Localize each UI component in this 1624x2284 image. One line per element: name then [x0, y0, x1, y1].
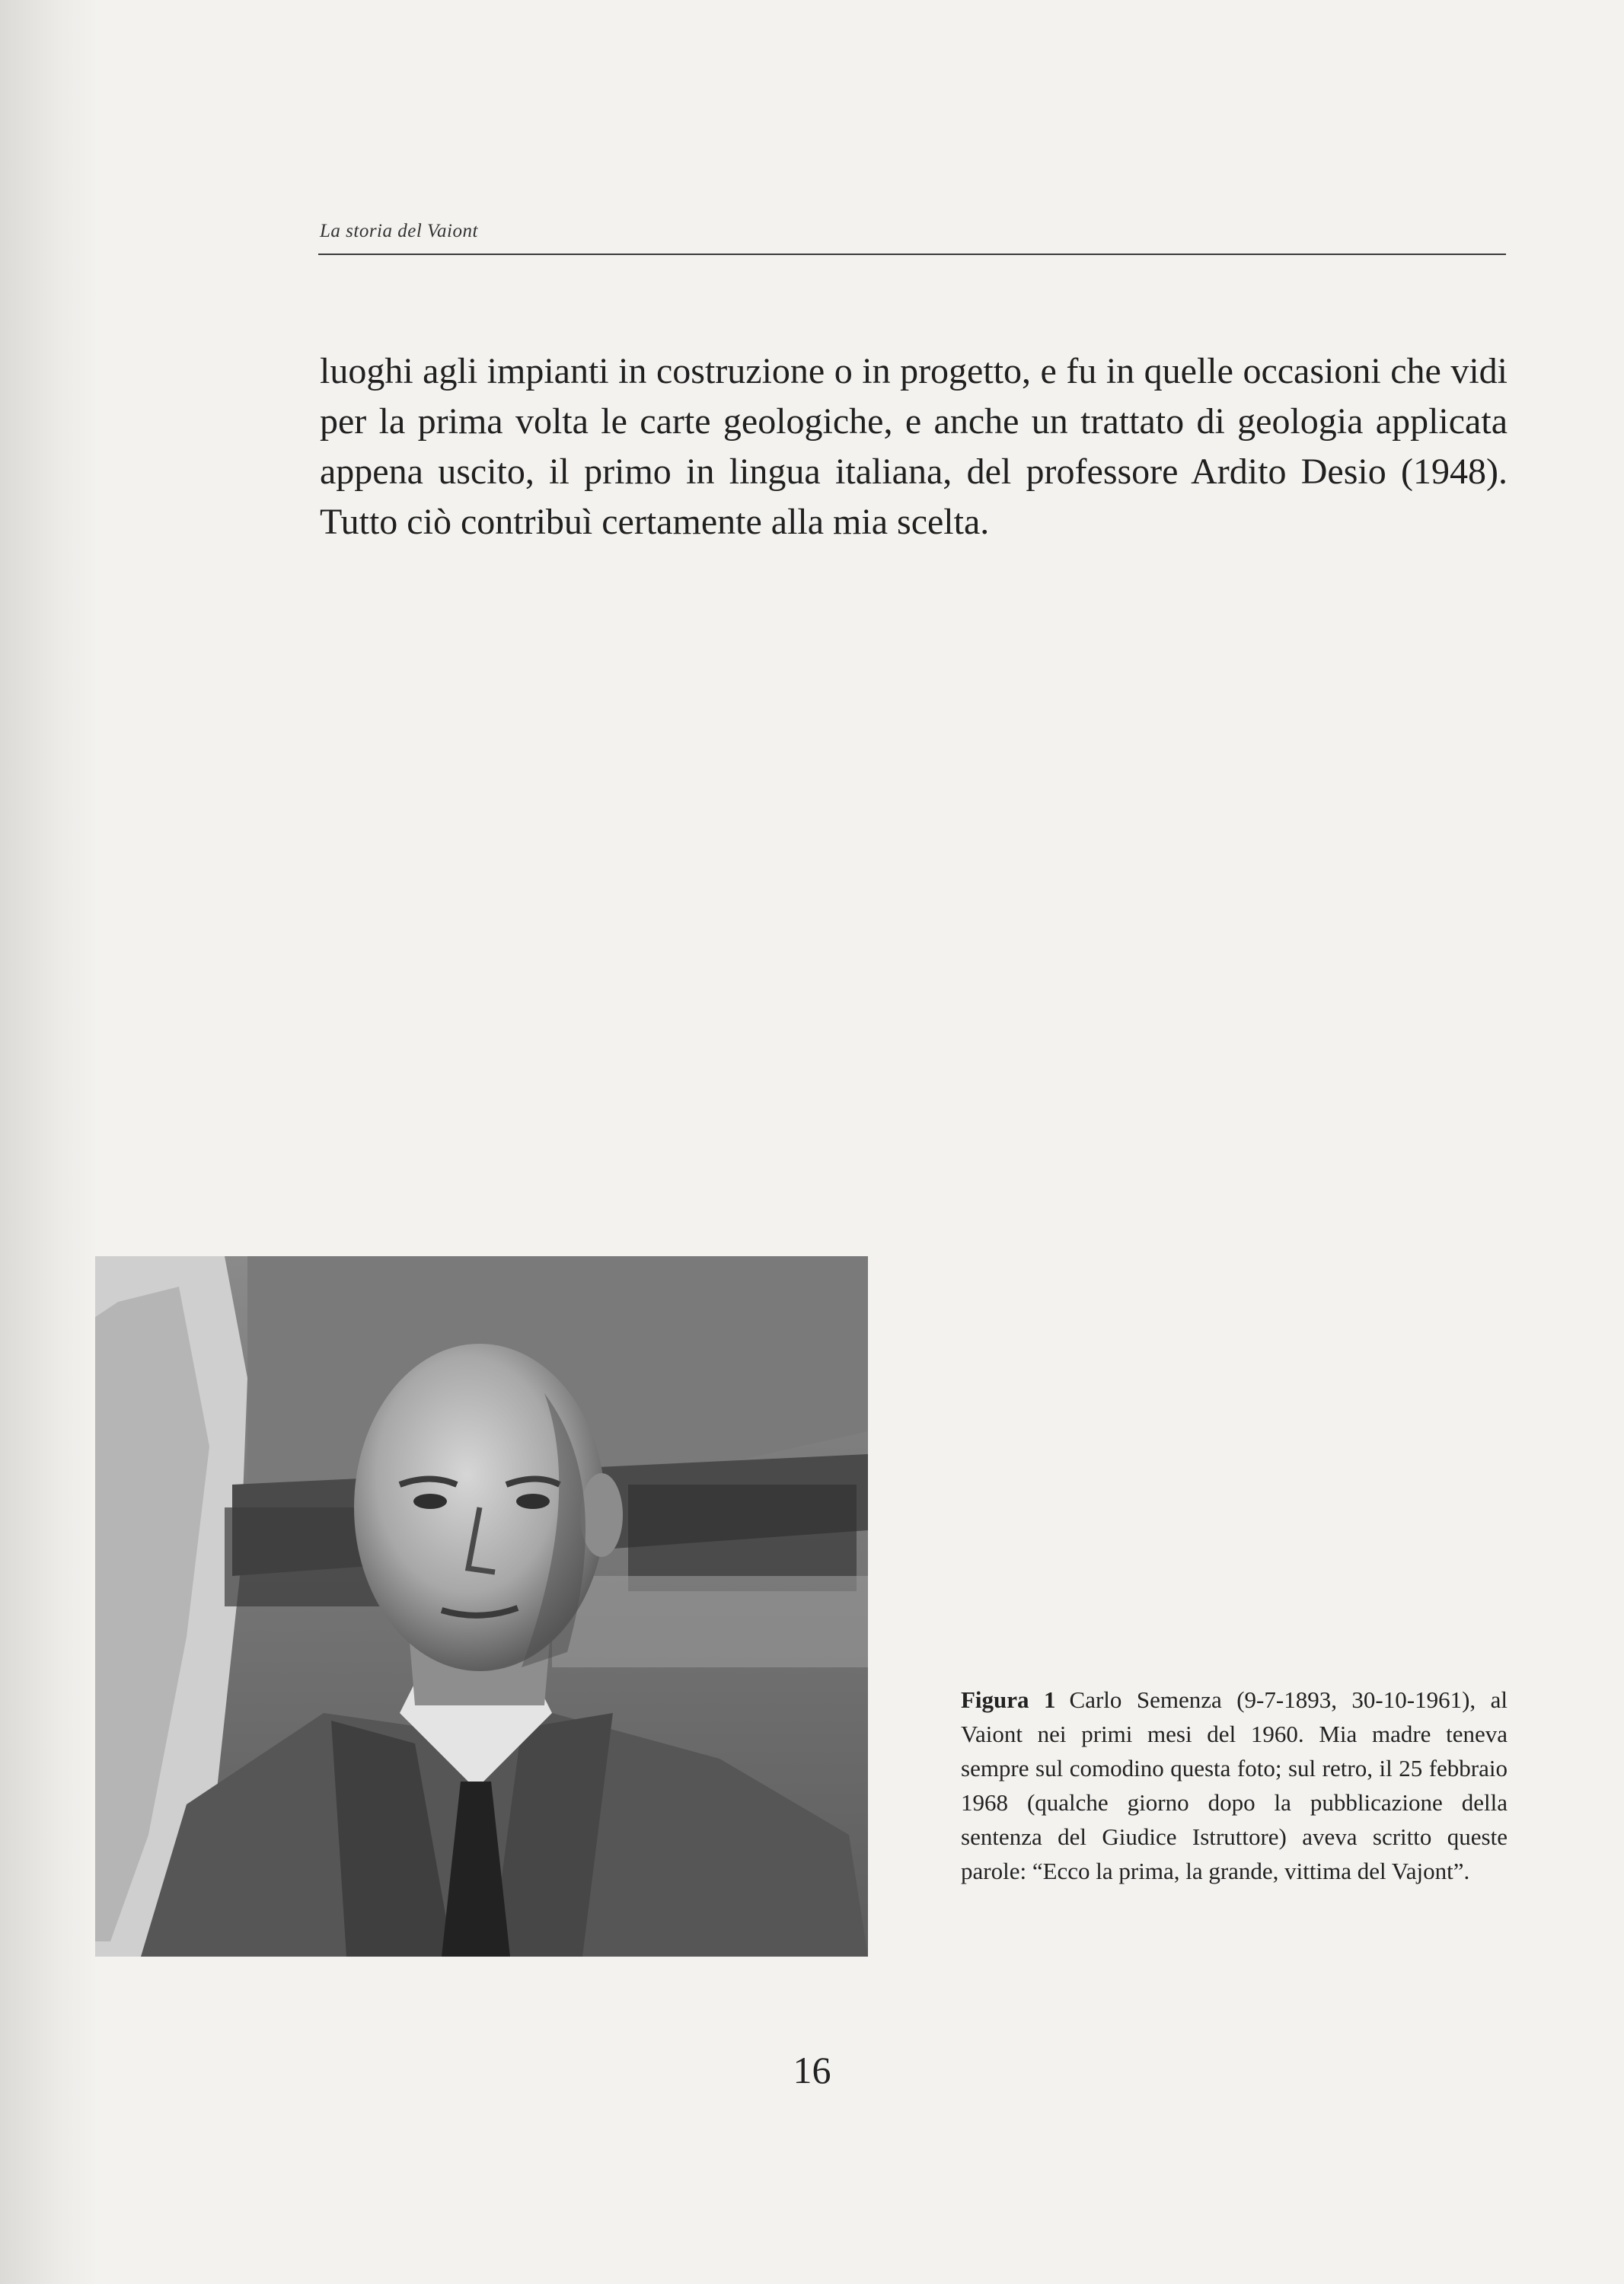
- portrait-photo: [95, 1256, 868, 1957]
- figure-label: Figura 1: [961, 1686, 1056, 1713]
- body-text: [320, 346, 1508, 547]
- page-number: 16: [793, 2049, 831, 2091]
- figure-caption-text: Carlo Semenza (9-7-1893, 30-10-1961), al Vaiont nei primi mesi del 1960. Mia madre teneva sempre sul comodino questa foto; sul retro, il 25 febbraio 1968 (qualche giorno dopo la pubblicazione della sentenza del Giudice Istruttore) aveva scritto queste parole: “Ecco la prima, la grande, vittima del Vajont”.: [961, 1686, 1508, 1884]
- header-rule: [318, 254, 1506, 255]
- page-gutter-shadow: [0, 0, 99, 2284]
- running-header: La storia del Vaiont: [320, 221, 478, 241]
- figure-caption: [961, 1683, 1508, 1888]
- body-paragraph: luoghi agli impianti in costruzione o in progetto, e fu in quelle occasioni che vidi per la prima volta le carte geologiche, e anche un trattato di geologia applicata appena uscito, il primo in lingua italiana, del professore Ardito Desio (1948). Tutto ciò contribuì certamente alla mia scelta.: [320, 351, 1508, 542]
